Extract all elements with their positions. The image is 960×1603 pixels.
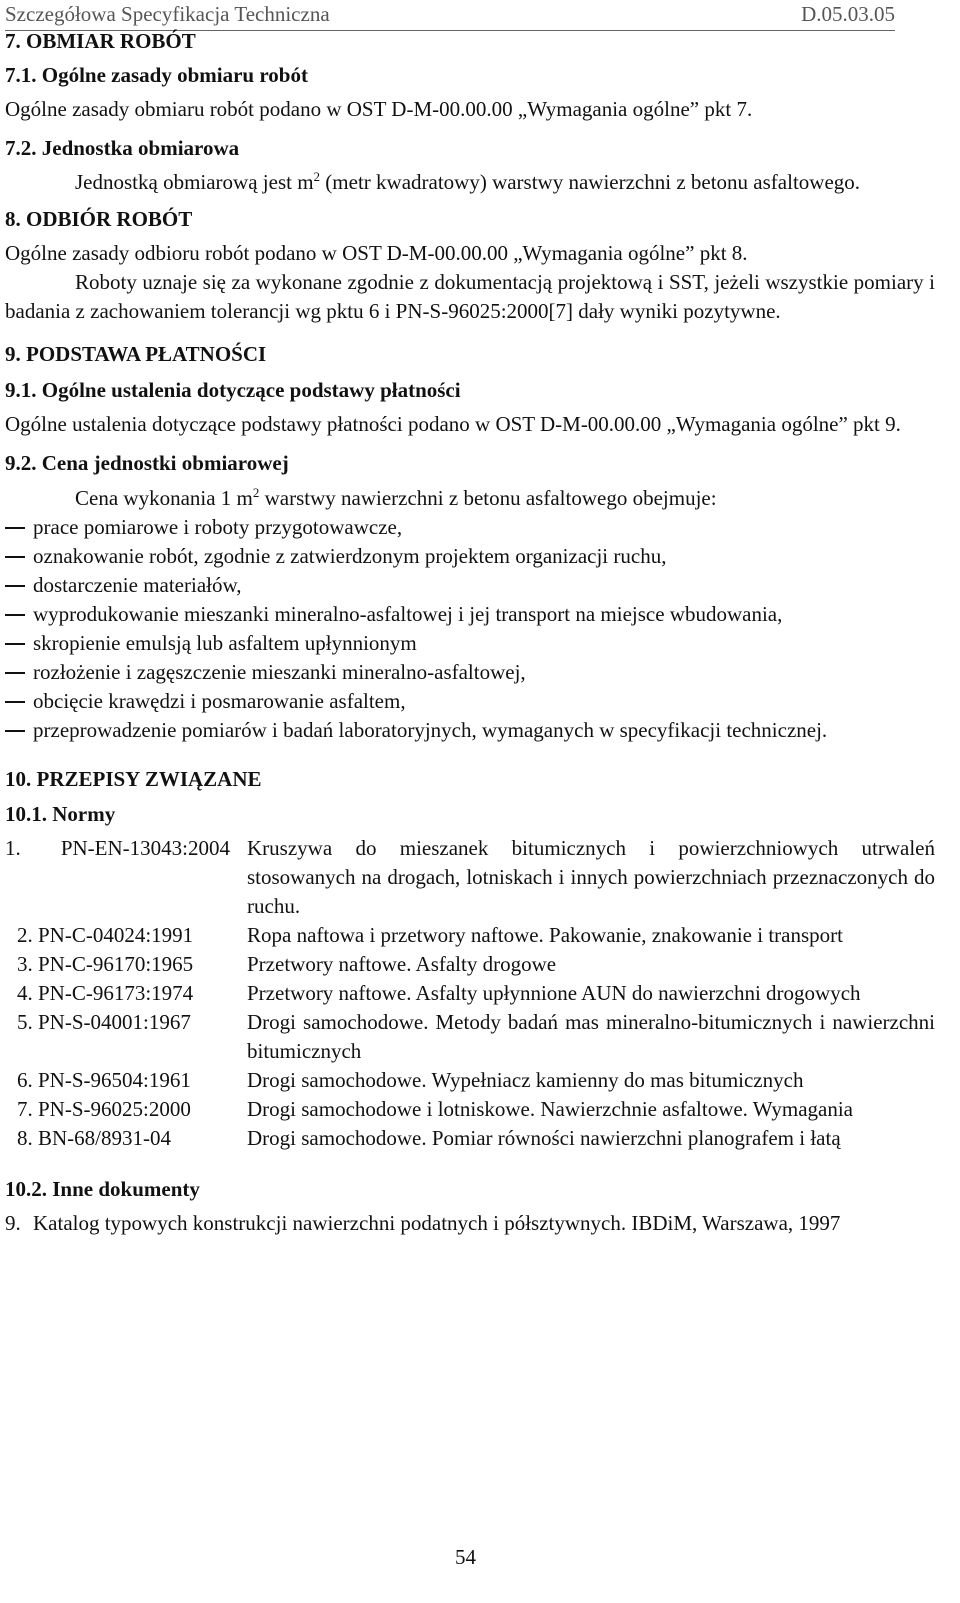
list-item-text: wyprodukowanie mieszanki mineralno-asfaltowej i jej transport na miejsce wbudowania,: [33, 602, 783, 626]
norm-code: 1. PN-EN-13043:2004: [5, 836, 230, 860]
list-item-text: rozłożenie i zagęszczenie mieszanki mineralno-asfaltowej,: [33, 660, 526, 684]
section-9-2-intro: [5, 484, 935, 513]
section-7-2-title: 7.2. Jednostka obmiarowa: [5, 136, 240, 160]
norm-code: 8. BN-68/8931-04: [17, 1126, 171, 1150]
section-10-title: 10. PRZEPISY ZWIĄZANE: [5, 767, 262, 791]
price-superscript: 2: [252, 485, 260, 500]
norm-row: [5, 1095, 935, 1124]
document-body: [5, 27, 935, 1238]
list-item: [5, 600, 935, 629]
section-7-title: 7. OBMIAR ROBÓT: [5, 29, 196, 53]
norms-list: [5, 834, 935, 1153]
list-item-text: dostarczenie materiałów,: [33, 573, 242, 597]
unit-superscript: 2: [313, 169, 321, 184]
header-doc-code: D.05.03.05: [801, 2, 895, 26]
norm-description: Przetwory naftowe. Asfalty upłynnione AUN do nawierzchni drogowych: [247, 981, 861, 1005]
norm-description: Drogi samochodowe i lotniskowe. Nawierzchnie asfaltowe. Wymagania: [247, 1097, 853, 1121]
page-number: 54: [455, 1545, 476, 1569]
list-item-text: skropienie emulsją lub asfaltem upłynnionym: [33, 631, 417, 655]
other-document-text: Katalog typowych konstrukcji nawierzchni podatnych i półsztywnych. IBDiM, Warszawa, 1997: [33, 1211, 841, 1235]
unit-text-post: (metr kwadratowy) warstwy nawierzchni z betonu asfaltowego.: [320, 170, 861, 194]
norm-description: Drogi samochodowe. Pomiar równości nawierzchni planografem i łatą: [247, 1126, 841, 1150]
norm-row: [5, 921, 935, 950]
price-items-list: [5, 513, 935, 745]
section-7-2-text: [5, 168, 935, 197]
norm-row: [5, 1008, 935, 1066]
section-9-1-title: 9.1. Ogólne ustalenia dotyczące podstawy płatności: [5, 378, 461, 402]
norm-description: Ropa naftowa i przetwory naftowe. Pakowanie, znakowanie i transport: [247, 923, 843, 947]
list-item: [5, 513, 935, 542]
norm-description: Kruszywa do mieszanek bitumicznych i powierzchniowych utrwaleń stosowanych na drogach, lotniskach i innych powierzchniach przeznaczonych do ruchu.: [247, 836, 935, 918]
norm-code: 2. PN-C-04024:1991: [17, 923, 194, 947]
list-item: [5, 687, 935, 716]
norm-row: [5, 979, 935, 1008]
header-title: Szczegółowa Specyfikacja Techniczna: [5, 2, 330, 26]
list-item: [5, 542, 935, 571]
list-item: [5, 571, 935, 600]
section-8-title: 8. ODBIÓR ROBÓT: [5, 207, 193, 231]
section-10-1-title: 10.1. Normy: [5, 802, 116, 826]
section-9-title: 9. PODSTAWA PŁATNOŚCI: [5, 342, 267, 366]
norm-code: 4. PN-C-96173:1974: [17, 981, 194, 1005]
norm-code: 3. PN-C-96170:1965: [17, 952, 194, 976]
other-document-item: [5, 1209, 935, 1238]
price-text-pre: Cena wykonania 1 m: [75, 486, 253, 510]
norm-row: [5, 950, 935, 979]
list-item-text: obcięcie krawędzi i posmarowanie asfaltem,: [33, 689, 406, 713]
list-item-text: prace pomiarowe i roboty przygotowawcze,: [33, 515, 403, 539]
section-7-1-text: Ogólne zasady obmiaru robót podano w OST D-M-00.00.00 „Wymagania ogólne” pkt 7.: [5, 97, 753, 121]
price-text-post: warstwy nawierzchni z betonu asfaltowego obejmuje:: [259, 486, 717, 510]
section-9-1-text: Ogólne ustalenia dotyczące podstawy płatności podano w OST D-M-00.00.00 „Wymagania ogólne” pkt 9.: [5, 412, 901, 436]
list-item: [5, 629, 935, 658]
list-item: [5, 716, 935, 745]
norm-description: Drogi samochodowe. Wypełniacz kamienny do mas bitumicznych: [247, 1068, 804, 1092]
norm-description: Drogi samochodowe. Metody badań mas mineralno-bitumicznych i nawierzchni bitumicznych: [247, 1010, 935, 1063]
list-item-text: oznakowanie robót, zgodnie z zatwierdzonym projektem organizacji ruchu,: [33, 544, 667, 568]
norm-description: Przetwory naftowe. Asfalty drogowe: [247, 952, 557, 976]
section-8-text-2: Roboty uznaje się za wykonane zgodnie z dokumentacją projektową i SST, jeżeli wszystkie pomiary i badania z zachowaniem tolerancji wg pktu 6 i PN-S-96025:2000[7] dały wyniki pozytywne.: [5, 270, 935, 323]
list-item: [5, 658, 935, 687]
norm-code: 6. PN-S-96504:1961: [17, 1068, 191, 1092]
norm-row: [5, 834, 935, 921]
section-7-1-title: 7.1. Ogólne zasady obmiaru robót: [5, 63, 308, 87]
unit-text-pre: Jednostką obmiarową jest m: [75, 170, 314, 194]
norm-row: [5, 1066, 935, 1095]
norm-code: 5. PN-S-04001:1967: [17, 1010, 191, 1034]
section-9-2-title: 9.2. Cena jednostki obmiarowej: [5, 451, 289, 475]
other-document-number: 9.: [5, 1211, 21, 1235]
norm-row: [5, 1124, 935, 1153]
section-8-text-1: Ogólne zasady odbioru robót podano w OST D-M-00.00.00 „Wymagania ogólne” pkt 8.: [5, 241, 748, 265]
norm-code: 7. PN-S-96025:2000: [17, 1097, 191, 1121]
list-item-text: przeprowadzenie pomiarów i badań laboratoryjnych, wymaganych w specyfikacji technicznej.: [33, 718, 828, 742]
section-10-2-title: 10.2. Inne dokumenty: [5, 1177, 200, 1201]
